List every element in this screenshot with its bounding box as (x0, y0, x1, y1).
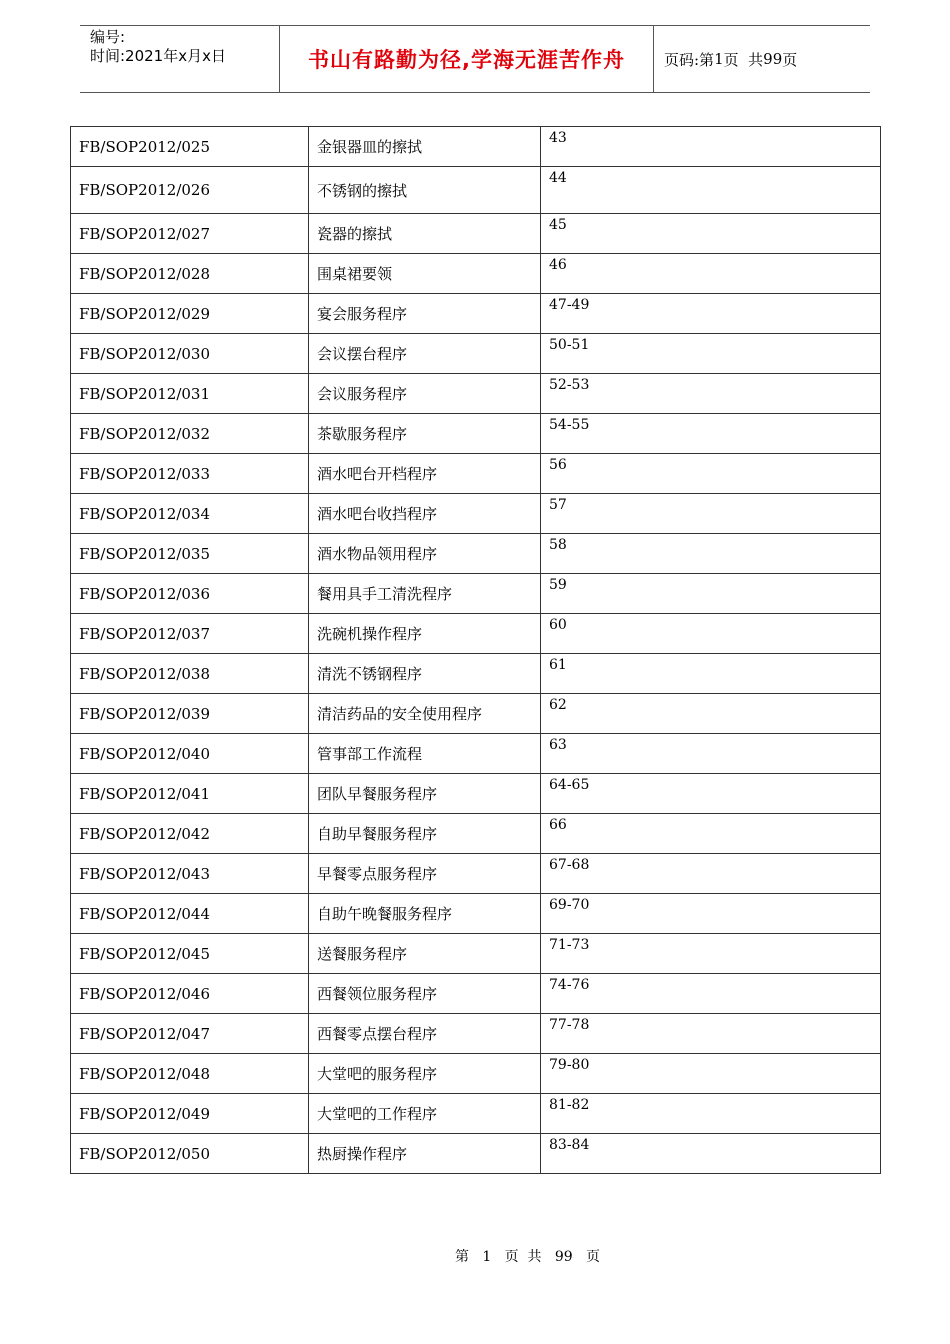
table-row (71, 374, 881, 414)
header-page-current: 1 (714, 50, 724, 68)
table-row (71, 694, 881, 734)
procedure-code-cell: FB/SOP2012/045 (71, 934, 309, 974)
page-footer (0, 1246, 950, 1266)
procedure-title-cell: 早餐零点服务程序 (309, 854, 541, 894)
table-row (71, 1134, 881, 1174)
procedure-code-cell: FB/SOP2012/038 (71, 654, 309, 694)
table-row (71, 1054, 881, 1094)
table-row (71, 1014, 881, 1054)
procedure-title-cell: 洗碗机操作程序 (309, 614, 541, 654)
procedure-title-cell: 茶歇服务程序 (309, 414, 541, 454)
header-meta (80, 26, 280, 92)
table-row (71, 854, 881, 894)
procedure-title-cell: 酒水物品领用程序 (309, 534, 541, 574)
procedure-pages-cell: 63 (541, 734, 881, 774)
procedure-title-cell: 送餐服务程序 (309, 934, 541, 974)
table-row (71, 934, 881, 974)
procedure-title-cell: 会议服务程序 (309, 374, 541, 414)
procedure-code-cell: FB/SOP2012/042 (71, 814, 309, 854)
table-row (71, 574, 881, 614)
procedure-pages-cell: 52-53 (541, 374, 881, 414)
procedure-title-cell: 西餐零点摆台程序 (309, 1014, 541, 1054)
procedure-code-cell: FB/SOP2012/039 (71, 694, 309, 734)
procedure-pages-cell: 64-65 (541, 774, 881, 814)
procedure-code-cell: FB/SOP2012/035 (71, 534, 309, 574)
procedure-pages-cell: 71-73 (541, 934, 881, 974)
document-time-label: 时间:2021年x月x日 (90, 47, 226, 65)
table-row (71, 167, 881, 214)
procedure-pages-cell: 79-80 (541, 1054, 881, 1094)
procedure-title-cell: 西餐领位服务程序 (309, 974, 541, 1014)
procedure-code-cell: FB/SOP2012/046 (71, 974, 309, 1014)
table-row (71, 734, 881, 774)
table-row (71, 334, 881, 374)
procedure-title-cell: 清洗不锈钢程序 (309, 654, 541, 694)
table-row (71, 414, 881, 454)
procedure-pages-cell: 69-70 (541, 894, 881, 934)
procedure-code-cell: FB/SOP2012/030 (71, 334, 309, 374)
table-row (71, 534, 881, 574)
table-row (71, 974, 881, 1014)
procedure-pages-cell: 57 (541, 494, 881, 534)
procedure-pages-cell: 83-84 (541, 1134, 881, 1174)
table-row (71, 894, 881, 934)
procedure-code-cell: FB/SOP2012/031 (71, 374, 309, 414)
procedure-pages-cell: 43 (541, 127, 881, 167)
footer-prefix: 第 (454, 1249, 469, 1265)
procedure-pages-cell: 66 (541, 814, 881, 854)
procedure-pages-cell: 47-49 (541, 294, 881, 334)
table-row (71, 774, 881, 814)
table-row (71, 454, 881, 494)
procedure-pages-cell: 67-68 (541, 854, 881, 894)
footer-suffix: 页 (586, 1249, 601, 1265)
procedure-pages-cell: 60 (541, 614, 881, 654)
header-page-total: 99 (763, 50, 783, 68)
procedure-pages-cell: 45 (541, 214, 881, 254)
procedure-code-cell: FB/SOP2012/044 (71, 894, 309, 934)
table-row (71, 254, 881, 294)
procedure-pages-cell: 81-82 (541, 1094, 881, 1134)
procedure-title-cell: 会议摆台程序 (309, 334, 541, 374)
procedure-code-cell: FB/SOP2012/029 (71, 294, 309, 334)
procedure-title-cell: 自助早餐服务程序 (309, 814, 541, 854)
procedure-title-cell: 自助午晚餐服务程序 (309, 894, 541, 934)
procedure-pages-cell: 77-78 (541, 1014, 881, 1054)
table-row (71, 1094, 881, 1134)
procedure-pages-cell: 46 (541, 254, 881, 294)
procedure-title-cell: 宴会服务程序 (309, 294, 541, 334)
header-page-prefix: 页码:第 (664, 50, 715, 69)
table-row (71, 494, 881, 534)
procedure-pages-cell: 59 (541, 574, 881, 614)
procedure-code-cell: FB/SOP2012/032 (71, 414, 309, 454)
table-row (71, 214, 881, 254)
table-row (71, 654, 881, 694)
footer-page-total: 99 (554, 1249, 573, 1265)
procedure-pages-cell: 58 (541, 534, 881, 574)
procedure-title-cell: 酒水吧台收挡程序 (309, 494, 541, 534)
procedure-pages-cell: 50-51 (541, 334, 881, 374)
procedure-title-cell: 瓷器的擦拭 (309, 214, 541, 254)
table-row (71, 814, 881, 854)
document-number-label: 编号: (90, 28, 126, 46)
header-page-mid: 页 共 (723, 50, 764, 69)
procedure-title-cell: 团队早餐服务程序 (309, 774, 541, 814)
footer-page-current: 1 (482, 1249, 492, 1265)
table-row (71, 614, 881, 654)
procedure-code-cell: FB/SOP2012/043 (71, 854, 309, 894)
procedure-index-table (70, 126, 881, 1174)
procedure-pages-cell: 74-76 (541, 974, 881, 1014)
procedure-title-cell: 大堂吧的工作程序 (309, 1094, 541, 1134)
header-page-info (654, 26, 870, 92)
procedure-title-cell: 围桌裙要领 (309, 254, 541, 294)
table-row (71, 127, 881, 167)
procedure-code-cell: FB/SOP2012/048 (71, 1054, 309, 1094)
procedure-pages-cell: 54-55 (541, 414, 881, 454)
procedure-code-cell: FB/SOP2012/050 (71, 1134, 309, 1174)
procedure-title-cell: 不锈钢的擦拭 (309, 167, 541, 214)
procedure-pages-cell: 62 (541, 694, 881, 734)
header-motto: 书山有路勤为径,学海无涯苦作舟 (280, 26, 654, 92)
procedure-code-cell: FB/SOP2012/034 (71, 494, 309, 534)
procedure-code-cell: FB/SOP2012/033 (71, 454, 309, 494)
procedure-code-cell: FB/SOP2012/047 (71, 1014, 309, 1054)
procedure-code-cell: FB/SOP2012/037 (71, 614, 309, 654)
procedure-title-cell: 餐用具手工清洗程序 (309, 574, 541, 614)
procedure-code-cell: FB/SOP2012/027 (71, 214, 309, 254)
procedure-pages-cell: 56 (541, 454, 881, 494)
procedure-title-cell: 酒水吧台开档程序 (309, 454, 541, 494)
table-row (71, 294, 881, 334)
procedure-code-cell: FB/SOP2012/040 (71, 734, 309, 774)
procedure-code-cell: FB/SOP2012/028 (71, 254, 309, 294)
header-page-suffix: 页 (782, 50, 798, 69)
procedure-pages-cell: 44 (541, 167, 881, 214)
procedure-code-cell: FB/SOP2012/036 (71, 574, 309, 614)
procedure-code-cell: FB/SOP2012/049 (71, 1094, 309, 1134)
procedure-title-cell: 管事部工作流程 (309, 734, 541, 774)
footer-mid: 页 共 (504, 1249, 542, 1265)
procedure-pages-cell: 61 (541, 654, 881, 694)
procedure-code-cell: FB/SOP2012/025 (71, 127, 309, 167)
procedure-title-cell: 清洁药品的安全使用程序 (309, 694, 541, 734)
procedure-code-cell: FB/SOP2012/041 (71, 774, 309, 814)
procedure-index-body (71, 127, 881, 1174)
procedure-code-cell: FB/SOP2012/026 (71, 167, 309, 214)
procedure-title-cell: 金银器皿的擦拭 (309, 127, 541, 167)
page-header (80, 25, 870, 93)
procedure-title-cell: 热厨操作程序 (309, 1134, 541, 1174)
procedure-title-cell: 大堂吧的服务程序 (309, 1054, 541, 1094)
